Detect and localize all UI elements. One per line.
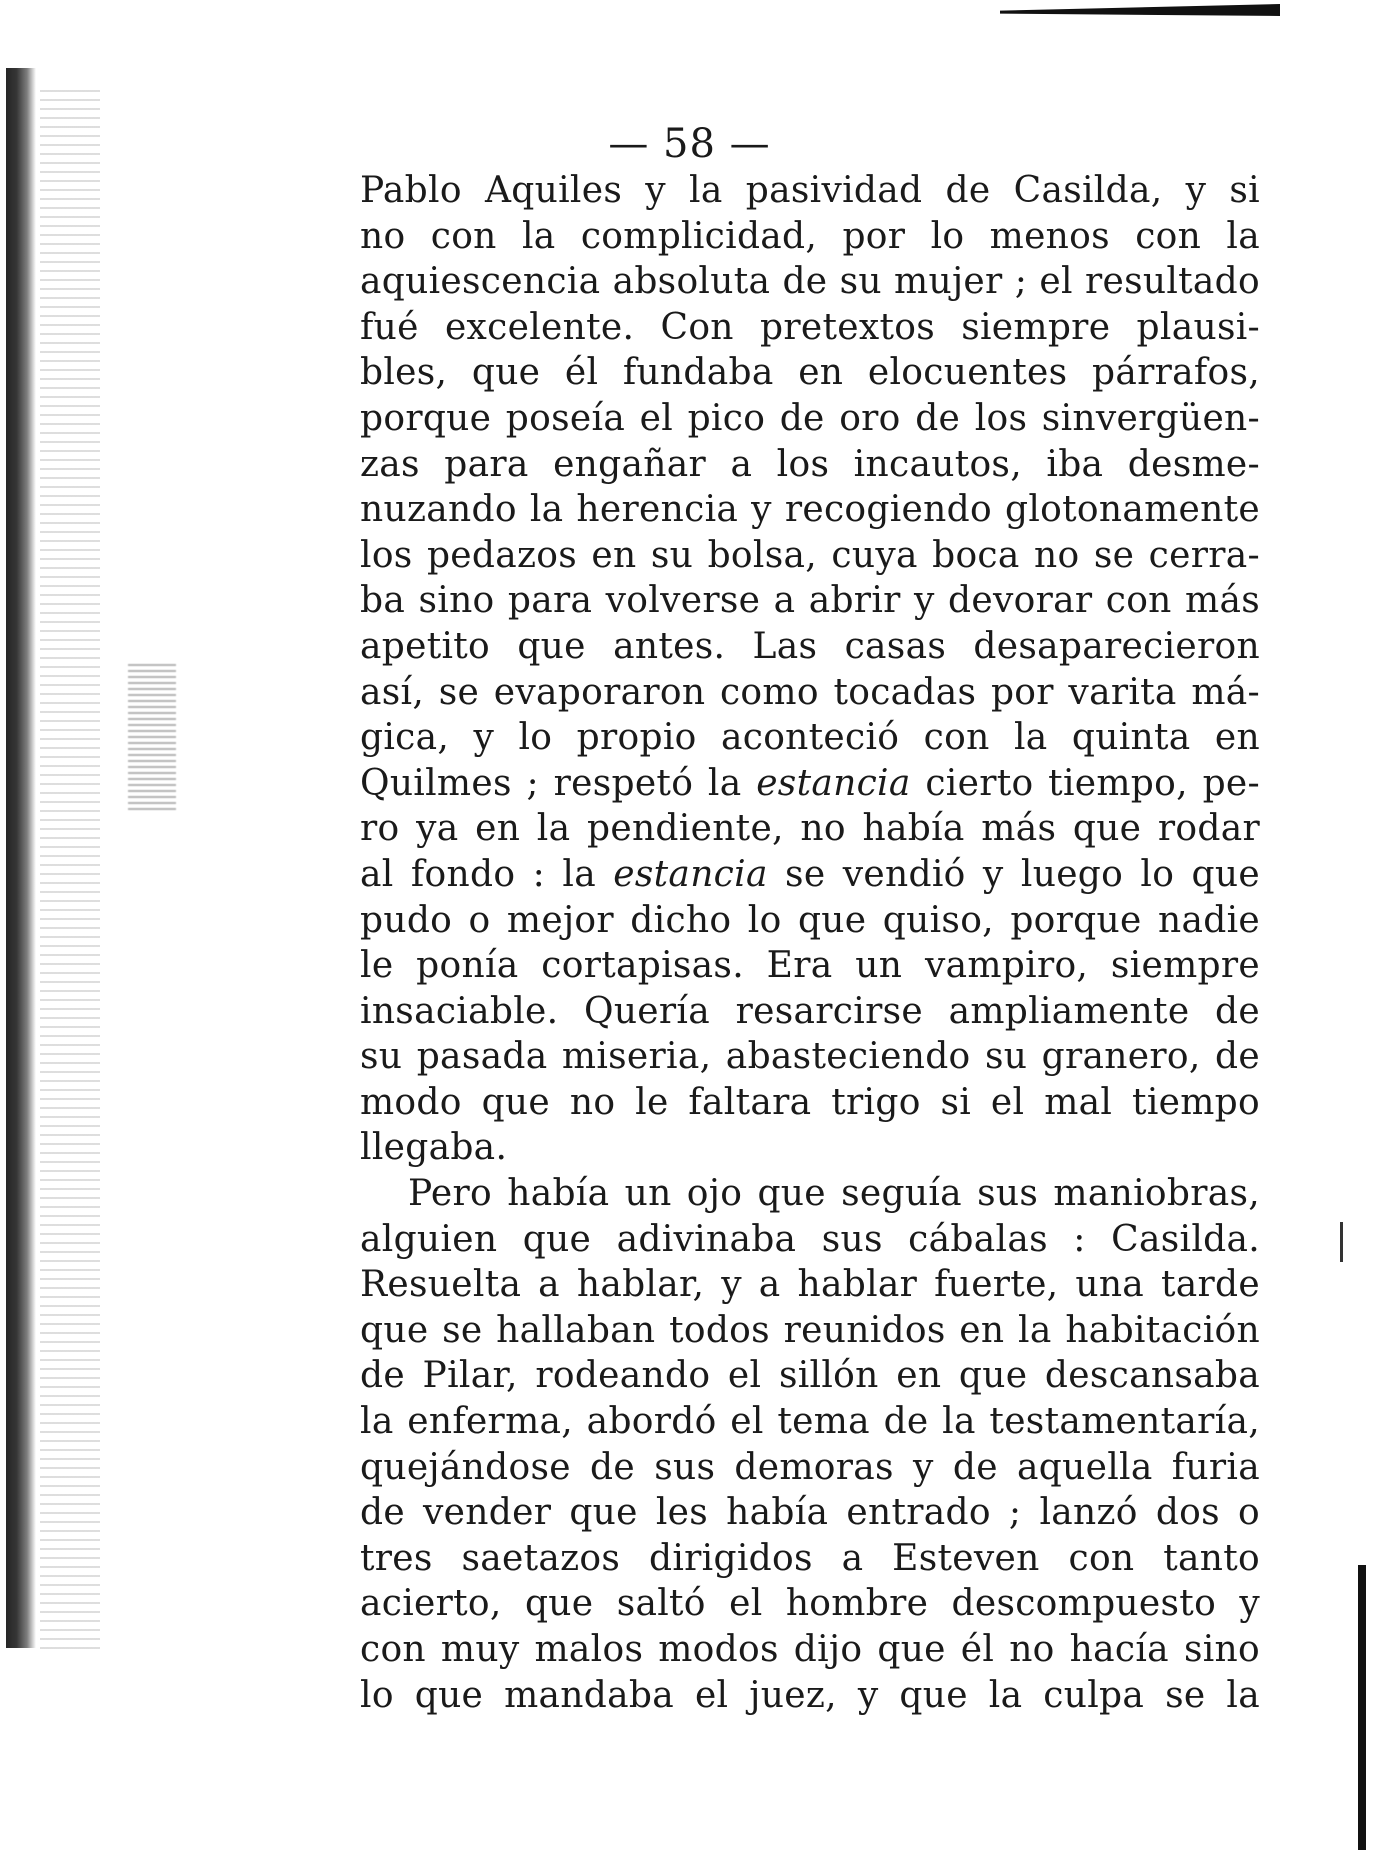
text-line: nuzando la herencia y recogiendo glotonamente <box>360 489 1260 531</box>
text-line-part: cierto tiempo, pe- <box>910 762 1260 804</box>
text-line: su pasada miseria, abasteciendo su granero, de <box>360 1036 1260 1078</box>
italic-word: estancia <box>613 853 768 895</box>
page-number: — 58 — <box>608 121 771 167</box>
scan-top-rule <box>1000 4 1280 16</box>
text-line: bles, que él fundaba en elocuentes párrafos, <box>360 352 1260 394</box>
text-line <box>360 761 1260 807</box>
text-line: tres saetazos dirigidos a Esteven con tanto <box>360 1537 1260 1579</box>
text-line: aquiescencia absoluta de su mujer ; el resultado <box>360 261 1260 303</box>
text-line: Pero había un ojo que seguía sus maniobras, <box>408 1173 1260 1215</box>
text-line: de vender que les había entrado ; lanzó dos o <box>360 1492 1260 1534</box>
text-line: zas para engañar a los incautos, iba desme- <box>360 443 1260 485</box>
text-line: pudo o mejor dicho lo que quiso, porque nadie <box>360 899 1260 941</box>
text-line: le ponía cortapisas. Era un vampiro, siempre <box>360 945 1260 987</box>
text-line: alguien que adivinaba sus cábalas : Casilda. <box>360 1218 1260 1260</box>
text-line <box>360 852 1260 898</box>
scan-right-edge <box>1358 1565 1366 1850</box>
text-line: apetito que antes. Las casas desaparecieron <box>360 625 1260 667</box>
text-line: con muy malos modos dijo que él no hacía sino <box>360 1629 1260 1670</box>
text-line: que se hallaban todos reunidos en la habitación <box>360 1309 1260 1351</box>
text-line: llegaba. <box>360 1127 508 1169</box>
text-line: la enferma, abordó el tema de la testamentaría, <box>360 1401 1260 1443</box>
text-line: gica, y lo propio aconteció con la quinta en <box>360 717 1260 759</box>
text-line: Pablo Aquiles y la pasividad de Casilda, y si <box>360 170 1260 211</box>
scan-binding-shadow <box>6 68 36 1648</box>
text-line: lo que mandaba el juez, y que la culpa se la <box>360 1674 1260 1716</box>
scan-binding-texture <box>40 90 100 1650</box>
body-text <box>360 168 1260 1718</box>
text-line: insaciable. Quería resarcirse ampliamente de <box>360 990 1260 1032</box>
scan-smudge <box>128 660 176 810</box>
text-line: modo que no le faltara trigo si el mal tiempo <box>360 1081 1260 1123</box>
text-line: no con la complicidad, por lo menos con la <box>360 215 1260 257</box>
text-line-part: Quilmes ; respetó la <box>360 762 757 804</box>
text-line: así, se evaporaron como tocadas por varita má- <box>360 671 1260 713</box>
text-line: fué excelente. Con pretextos siempre plausi- <box>360 306 1260 348</box>
text-line: ro ya en la pendiente, no había más que rodar <box>360 808 1260 850</box>
text-line: ba sino para volverse a abrir y devorar con más <box>360 580 1260 622</box>
text-line: de Pilar, rodeando el sillón en que descansaba <box>360 1355 1260 1397</box>
scan-margin-mark <box>1340 1222 1343 1262</box>
text-line-part: se vendió y luego lo que <box>767 853 1260 895</box>
text-line: los pedazos en su bolsa, cuya boca no se cerra- <box>360 534 1260 576</box>
text-line: Resuelta a hablar, y a hablar fuerte, una tarde <box>360 1264 1260 1306</box>
text-line-part: al fondo : la <box>360 853 614 895</box>
text-line: acierto, que saltó el hombre descompuesto y <box>360 1583 1260 1625</box>
italic-word: estancia <box>756 762 911 804</box>
text-line: porque poseía el pico de oro de los sinvergüen- <box>360 397 1260 439</box>
text-line: quejándose de sus demoras y de aquella furia <box>360 1446 1260 1488</box>
